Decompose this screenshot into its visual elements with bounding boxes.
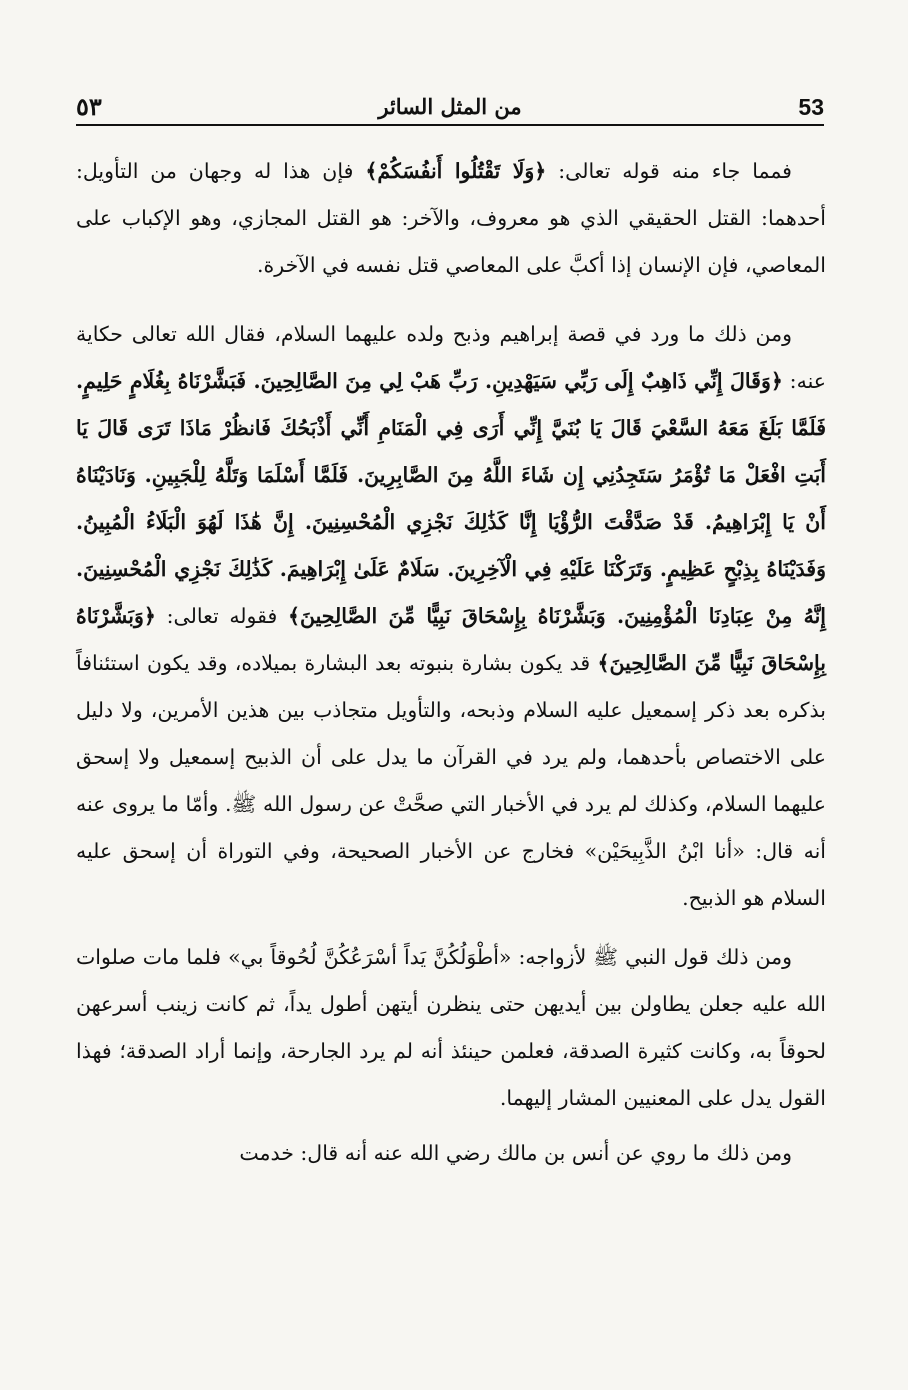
paragraph-text: فقوله تعالى:: [155, 604, 288, 628]
quran-verse: ﴿وَلَا تَقْتُلُوا أَنفُسَكُمْ﴾: [365, 159, 547, 183]
paragraph-text: قد يكون بشارة بنبوته بعد البشارة بميلاده، وقد يكون استئنافاً بذكره بعد ذكر إسمعيل عليه السلام وذبحه، والتأويل متجاذب بين هذين الأمرين، ولا دليل على الاختصاص بأحدهما، ولم يرد في القرآن ما يدل على أن الذبيح إسمعيل ولا إسحق عليهما السلام، وكذلك لم يرد في الأخبار التي صحَّتْ عن رسول الله ﷺ. وأمّا ما يروى عنه أنه قال: «أنا ابْنُ الذَّبِيحَيْن» فخارج عن الأخبار الصحيحة، وفي التوراة أن إسحق عليه السلام هو الذبيح.: [76, 651, 826, 910]
paragraph-1: [76, 148, 826, 289]
paragraph-spacer: [76, 1122, 826, 1130]
paragraph-4: ومن ذلك ما روي عن أنس بن مالك رضي الله عنه أنه قال: خدمت: [239, 1141, 792, 1165]
running-title: من المثل السائر: [378, 94, 522, 119]
page-number-arabic: ٥٣: [76, 92, 102, 121]
paragraph-text: ومن ذلك ما ورد في قصة إبراهيم وذبح ولده عليهما السلام، فقال الله تعالى حكاية عنه:: [76, 322, 826, 393]
page-body: [76, 148, 826, 1177]
page-number-latin: 53: [798, 94, 824, 120]
quran-verse: ﴿وَبَشَّرْنَاهُ بِإِسْحَاقَ نَبِيًّا مِّنَ الصَّالِحِينَ﴾: [76, 604, 826, 675]
paragraph-spacer: [76, 922, 826, 934]
paragraph-spacer: [76, 289, 826, 311]
quran-verse: ﴿وَقَالَ إِنِّي ذَاهِبٌ إِلَى رَبِّي سَيَهْدِينِ. رَبِّ هَبْ لِي مِنَ الصَّالِحِينَ. فَبَشَّرْنَاهُ بِغُلَامٍ حَلِيمٍ. فَلَمَّا بَلَغَ مَعَهُ السَّعْيَ قَالَ يَا بُنَيَّ إِنِّي أَرَى فِي الْمَنَامِ أَنِّي أَذْبَحُكَ فَانظُرْ مَاذَا تَرَى قَالَ يَا أَبَتِ افْعَلْ مَا تُؤْمَرُ سَتَجِدُنِي إِن شَاءَ اللَّهُ مِنَ الصَّابِرِينَ. فَلَمَّا أَسْلَمَا وَتَلَّهُ لِلْجَبِينِ. وَنَادَيْنَاهُ أَنْ يَا إِبْرَاهِيمُ. قَدْ صَدَّقْتَ الرُّؤْيَا إِنَّا كَذَٰلِكَ نَجْزِي الْمُحْسِنِينَ. إِنَّ هَٰذَا لَهُوَ الْبَلَاءُ الْمُبِينُ. وَفَدَيْنَاهُ بِذِبْحٍ عَظِيمٍ. وَتَرَكْنَا عَلَيْهِ فِي الْآخِرِينَ. سَلَامٌ عَلَىٰ إِبْرَاهِيمَ. كَذَٰلِكَ نَجْزِي الْمُحْسِنِينَ. إِنَّهُ مِنْ عِبَادِنَا الْمُؤْمِنِينَ. وَبَشَّرْنَاهُ بِإِسْحَاقَ نَبِيًّا مِّنَ الصَّالِحِينَ﴾: [76, 369, 826, 628]
paragraph-2: [76, 311, 826, 922]
page-header: [76, 92, 824, 126]
paragraph-text: فإن هذا له وجهان من التأويل: أحدهما: القتل الحقيقي الذي هو معروف، والآخر: هو القتل المجازي، وهو الإكباب على المعاصي، فإن الإنسان إذا أكبَّ على المعاصي قتل نفسه في الآخرة.: [76, 159, 826, 277]
paragraph-text: فمما جاء منه قوله تعالى:: [546, 159, 792, 183]
paragraph-3: ومن ذلك قول النبي ﷺ لأزواجه: «أطْوَلُكُنَّ يَداً أسْرَعُكُنَّ لُحُوقاً بي» فلما مات صلوات الله عليه جعلن يطاولن بين أيديهن حتى ينظرن أيتهن أطول يداً، ثم كانت زينب أسرعهن لحوقاً به، وكانت كثيرة الصدقة، فعلمن حينئذ أنه لم يرد الجارحة، وإنما أراد الصدقة؛ فهذا القول يدل على المعنيين المشار إليهما.: [76, 945, 826, 1110]
